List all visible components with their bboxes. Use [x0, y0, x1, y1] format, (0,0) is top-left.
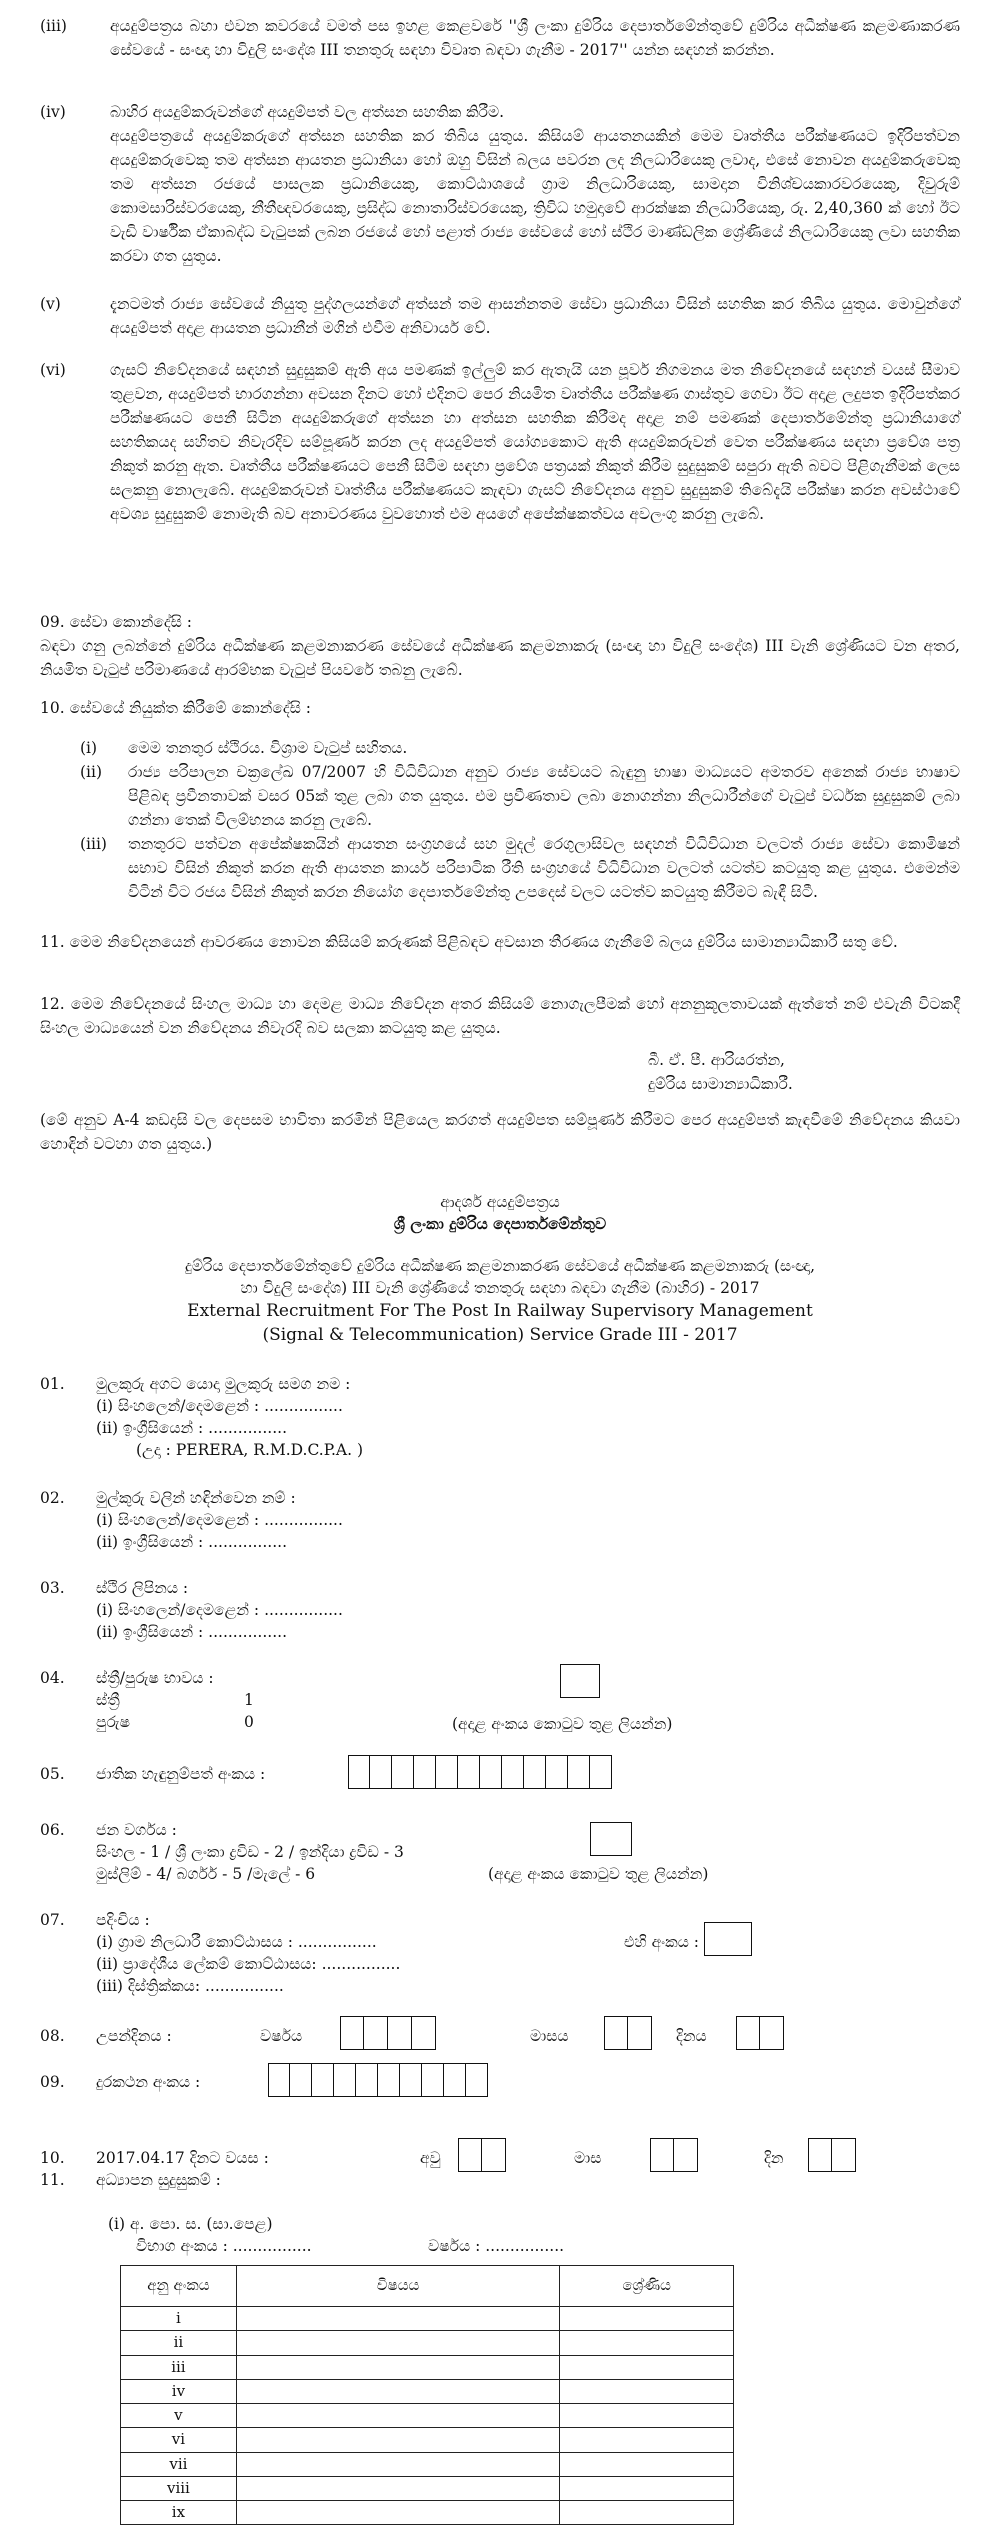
q09-number: 09.	[40, 2073, 65, 2091]
q05-number: 05.	[40, 1765, 65, 1783]
q11-index-field[interactable]: විභාග අංකය : ................	[136, 2237, 312, 2255]
q07-code-box[interactable]	[704, 1922, 752, 1956]
row-number: vii	[121, 2452, 237, 2476]
q06-number: 06.	[40, 1821, 65, 1839]
grade-cell[interactable]	[560, 2355, 734, 2379]
q04-gender-box[interactable]	[560, 1664, 600, 1698]
subject-cell[interactable]	[236, 2428, 559, 2452]
section-10-item-3-number: (iii)	[80, 835, 107, 853]
q03-number: 03.	[40, 1579, 65, 1597]
section-09-text: බඳවා ගනු ලබන්නේ දුම්රිය අධීක්ෂණ කළමනාකරණ සේවයේ අධීක්ෂණ කළමනාකරු (සංඥා හා විදුලි සංදේශ) III වැනි ශ්‍රේණියට වන අතර, නියමිත වැටුප් පරිමාණයේ ආරම්භක වැටුප් පියවරේ තබනු ලැබේ.	[40, 637, 960, 680]
q10-years-label: අවු	[420, 2149, 441, 2167]
section-10-title: 10. සේවයේ නියුක්ත කිරීමේ කොන්දේසි :	[40, 699, 312, 717]
section-10-item-2-text: රාජ්‍ය පරිපාලන චක්‍රලේඛ 07/2007 හි විධිවිධාන අනුව රාජ්‍ය සේවයට බැඳුනු භාෂා මාධ්‍යයට අමතරව අනෙක් රාජ්‍ය භාෂාව පිළිබඳ ප්‍රවීනතාවක් වසර 05ක් තුළ ලබා ගත යුතුය. එම ප්‍රවීණතාව ලබා නොගන්නා නිලධාරීන්ගේ වැටුප් වර්ධක සුදුසුකම් ලබා ගන්නා තෙක් විලම්භනය කරනු ලැබේ.	[128, 763, 960, 830]
q10-number: 10.	[40, 2149, 65, 2167]
q06-ethnicity-box[interactable]	[590, 1822, 632, 1856]
table-row	[121, 2307, 734, 2331]
q09-label: දුරකථන අංකය :	[96, 2073, 201, 2091]
q01-example: (උදා : PERERA, R.M.D.C.P.A. )	[136, 1441, 364, 1459]
q06-options-line1: සිංහල - 1 / ශ්‍රී ලංකා ද්‍රවිඩ - 2 / ඉන්දියා ද්‍රවිඩ - 3	[96, 1843, 404, 1861]
table-row	[121, 2331, 734, 2355]
row-number: v	[121, 2404, 237, 2428]
table-row	[121, 2452, 734, 2476]
q10-label: 2017.04.17 දිනට වයස :	[96, 2149, 269, 2167]
para-iv-text: අයදුම්පත්‍රයේ අයදුම්කරුගේ අත්සන සහතික කර තිබිය යුතුය. කිසියම් ආයතනයකින් මෙම වෘත්තීය පරීක්ෂණයට ඉදිරිපත්වන අයදුම්කරුවෙකු තම අත්සන ආයතන ප්‍රධානියා හෝ ඔහු විසින් බලය පවරන ලද නිලධාරියෙකු ලවාද, එසේ නොවන අයදුම්කරුවෙකු තම අත්සන රජයේ පාසලක ප්‍රධානියෙකු, කොට්ඨාශයේ ග්‍රාම නිලධාරියෙකු, සාමදාන විනිශ්චයකාරවරයෙකු, දිවුරුම් කොමසාරිස්වරයෙකු, නීතීඥවරයෙකු, ප්‍රසිද්ධ නොතාරිස්වරයෙකු, ත්‍රිවිධ හමුදාවේ ආරක්ෂක නිලධාරියෙකු, රු. 2,40,360 ක් හෝ ඊට වැඩි වාර්ෂික ඒකාබද්ධ වැටුපක් ලබන රජයේ හෝ පළාත් රාජ්‍ය සේවයේ හෝ ස්ථිර මාණ්ඩලික ශ්‍රේණියේ නිලධාරියෙකු ලවා සහතික කරවා ගත යුතුය.	[110, 127, 960, 266]
results-table-header	[121, 2266, 734, 2307]
signature-name: බී. ඒ. පී. ආරියරත්න,	[648, 1051, 785, 1069]
subject-cell[interactable]	[236, 2331, 559, 2355]
q05-nic-boxes[interactable]	[348, 1755, 612, 1789]
row-number: ii	[121, 2331, 237, 2355]
subject-cell[interactable]	[236, 2476, 559, 2500]
q04-label: ස්ත්‍රී/පුරුෂ භාවය :	[96, 1669, 214, 1687]
q11-year-field[interactable]: වර්ෂය : ................	[428, 2237, 565, 2255]
q07-district-field[interactable]: (iii) දිස්ත්‍රික්කය: ................	[96, 1977, 284, 1995]
row-number: vi	[121, 2428, 237, 2452]
grade-cell[interactable]	[560, 2476, 734, 2500]
grade-cell[interactable]	[560, 2379, 734, 2403]
subject-cell[interactable]	[236, 2307, 559, 2331]
q11-label: අධ්‍යාපන සුදුසුකම් :	[96, 2171, 221, 2189]
para-iii-number: (iii)	[40, 17, 67, 35]
q08-month-label: මාසය	[530, 2027, 569, 2045]
row-number: iv	[121, 2379, 237, 2403]
signature-title: දුම්රිය සාමාන්‍යාධිකාරී.	[648, 1075, 793, 1093]
para-iii-text: අයදුම්පත්‍රය බහා එවන කවරයේ වමත් පස ඉහළ කෙළවරේ ''ශ්‍රී ලංකා දුම්රිය දෙපාර්තමේන්තුවේ දුම්රිය අධීක්ෂණ කළමණාකරණ සේවයේ - සංඥා හා විදුලි සංදේශ III තනතුරු සඳහා විවෘත බඳවා ගැනීම - 2017'' යන්න සඳහන් කරන්න.	[110, 17, 960, 60]
q04-female-label: ස්ත්‍රී	[96, 1691, 120, 1709]
q01-label: මුලකුරු අගට යොදා මුලකුරු සමග නම :	[96, 1375, 351, 1393]
subject-cell[interactable]	[236, 2404, 559, 2428]
row-number: iii	[121, 2355, 237, 2379]
grade-cell[interactable]	[560, 2428, 734, 2452]
subject-cell[interactable]	[236, 2452, 559, 2476]
q07-label: පදිංචිය :	[96, 1911, 150, 1929]
q08-day-boxes[interactable]	[736, 2016, 784, 2050]
grade-cell[interactable]	[560, 2404, 734, 2428]
para-vi-number: (vi)	[40, 361, 66, 379]
table-row	[121, 2476, 734, 2500]
instruction-note: (මේ අනුව A-4 කඩදාසි වල දෙපසම භාවිතා කරමින් පිළියෙල කරගත් අයදුම්පත සම්පූර්ණ කිරීමට පෙර අයදුම්පත් කැඳවීමේ නිවේදනය කියවා හොඳින් වටහා ගත යුතුය.)	[40, 1111, 960, 1154]
q03-label: ස්ථිර ලිපිනය :	[96, 1579, 189, 1597]
results-table	[120, 2265, 734, 2525]
q05-label: ජාතික හැඳුනුම්පත් අංකය :	[96, 1765, 266, 1783]
table-row	[121, 2379, 734, 2403]
row-number: i	[121, 2307, 237, 2331]
q03-english-field[interactable]: (ii) ඉංග්‍රීසියෙන් : ................	[96, 1623, 287, 1641]
form-title-sinhala-1: දුම්රිය දෙපාර්තමේන්තුවේ දුම්රිය අධීක්ෂණ කළමනාකරණ සේවයේ අධීක්ෂණ කළමනාකරු (සංඥා,	[184, 1257, 816, 1275]
q10-months-label: මාස	[574, 2149, 602, 2167]
header-subject: විෂයය	[236, 2266, 559, 2307]
q07-ds-division-field[interactable]: (ii) ප්‍රාදේශීය ලේකම් කොට්ඨාසය: ................	[96, 1955, 401, 1973]
para-vi-text: ගැසට් නිවේදනයේ සඳහන් සුදුසුකම් ඇති අය පමණක් ඉල්ලුම් කර ඇතැයි යන පූර්ව නිගමනය මත නිවේදනයේ සඳහන් වයස් සීමාව තුළවන, අයදුම්පත් භාරගන්නා අවසන දිනට හෝ එදිනට පෙර නියමිත වෘත්තීය පරීක්ෂණ ගාස්තුව ගෙවා ඊට අදාළ ලදුපත ඉදිරිපත්කර පරීක්ෂණයට පෙනී සිටින අයදුම්කරුගේ අත්සන හා අත්සන සහතික කිරීමද අදාළ නම් පමණක් දෙපාර්තමේන්තු ප්‍රධානියාගේ සහතිකයද සහිතව නිවැරදිව සම්පූර්ණ කරන ලද අයදුම්පත් යෝග්‍යකොට ඇති අයදුම්කරුවන් වෙත පරීක්ෂණය සඳහා ප්‍රවේශ පත්‍ර නිකුත් කරනු ඇත. වෘත්තීය පරීක්ෂණයට පෙනී සිටීම සඳහා ප්‍රවේශ පත්‍රයක් නිකුත් කිරීම සුදුසුකම් සපුරා ඇති බවට පිළිගැනීමක් ලෙස සලකනු නොලැබේ. අයදුම්කරුවන් වෘත්තීය පරීක්ෂණයට කැඳවා ගැසට් නිවේදනය අනුව සුදුසුකම් තිබේදැයි පරීක්ෂා කරන අවස්ථාවේ අවශ්‍ය සුදුසුකම් නොමැති බව අනාවරණය වුවහොත් එම අයගේ අපේක්ෂකත්වය අවලංගු කරනු ලැබේ.	[110, 361, 960, 524]
q11-ol-label: (i) අ. පො. ස. (සා.පෙළ)	[108, 2215, 273, 2233]
q02-english-field[interactable]: (ii) ඉංග්‍රීසියෙන් : ................	[96, 1533, 287, 1551]
q06-hint: (අදාළ අංකය කොටුව තුළ ලියන්න)	[488, 1865, 709, 1883]
q07-code-label: එහි අංකය :	[624, 1933, 699, 1951]
q02-number: 02.	[40, 1489, 65, 1507]
section-09-title: 09. සේවා කොන්දේසි :	[40, 613, 193, 631]
form-title-english-1: External Recruitment For The Post In Railway Supervisory Management	[187, 1301, 813, 1321]
q01-sinhala-field[interactable]: (i) සිංහලෙන්/දෙමළෙන් : ................	[96, 1397, 343, 1415]
q08-day-label: දිනය	[676, 2027, 707, 2045]
row-number: viii	[121, 2476, 237, 2500]
q08-number: 08.	[40, 2027, 65, 2045]
q04-male-code: 0	[244, 1713, 254, 1731]
q11-number: 11.	[40, 2171, 65, 2189]
q02-label: මුල්කුරු වලින් හඳින්වෙන නම් :	[96, 1489, 296, 1507]
q08-month-boxes[interactable]	[604, 2016, 652, 2050]
q07-number: 07.	[40, 1911, 65, 1929]
subject-cell[interactable]	[236, 2501, 559, 2525]
section-10-item-3-text: තනතුරට පත්වන අපේක්ෂකයින් ආයතන සංග්‍රහයේ සහ මුදල් රෙගුලාසිවල සඳහන් විධිවිධාන වලටත් රාජ්‍ය සේවා කොමිෂන් සභාව විසින් නිකුත් කරන ඇති ආයතන කාර්ය පරිපාටික රීති සංග්‍රහයේ විධිවිධාන වලටත් යටත්ව කටයුතු කළ යුතුය. එමෙන්ම විටින් විට රජය විසින් නිකුත් කරන නියෝග දෙපාර්තමේන්තු උපදෙස් වලට යටත්ව කටයුතු කිරීමට බැඳී සිටී.	[128, 835, 960, 902]
row-number: ix	[121, 2501, 237, 2525]
form-title-sinhala-2: හා විදුලි සංදේශ) III වැනි ශ්‍රේණියේ තනතුරු සඳහා බඳවා ගැනීම (බාහිර) - 2017	[240, 1279, 760, 1297]
q08-year-boxes[interactable]	[340, 2016, 436, 2050]
para-iv-number: (iv)	[40, 103, 66, 121]
q10-days-boxes[interactable]	[808, 2138, 856, 2172]
subject-cell[interactable]	[236, 2379, 559, 2403]
grade-cell[interactable]	[560, 2501, 734, 2525]
table-row	[121, 2355, 734, 2379]
q07-gn-division-field[interactable]: (i) ග්‍රාම නිලධාරී කොට්ඨාසය : ................	[96, 1933, 377, 1951]
para-iv-title: බාහිර අයදුම්කරුවන්ගේ අයදුම්පත් වල අත්සන සහතික කිරීම.	[110, 103, 505, 121]
q02-sinhala-field[interactable]: (i) සිංහලෙන්/දෙමළෙන් : ................	[96, 1511, 343, 1529]
subject-cell[interactable]	[236, 2355, 559, 2379]
section-10-item-1-number: (i)	[80, 739, 98, 757]
q06-options-line2: මුස්ලිම් - 4/ බර්ගර් - 5 /මැලේ - 6	[96, 1865, 316, 1883]
section-10-item-2-number: (ii)	[80, 763, 103, 781]
q08-label: උපන්දිනය :	[96, 2027, 172, 2045]
section-11-text: 11. මෙම නිවේදනයෙන් ආවරණය නොවන කිසියම් කරුණක් පිළිබඳව අවසාන තීරණය ගැනීමේ බලය දුම්රිය සාමාන්‍යාධිකාරී සතු වේ.	[40, 933, 898, 951]
table-row	[121, 2501, 734, 2525]
q04-hint: (අදාළ අංකය කොටුව තුළ ලියන්න)	[452, 1715, 673, 1733]
q04-female-code: 1	[244, 1691, 254, 1709]
section-10-item-1-text: මෙම තනතුර ස්ථිරය. විශ්‍රාම වැටුප් සහිතය.	[128, 739, 408, 757]
q06-label: ජන වර්ගය :	[96, 1821, 177, 1839]
q01-number: 01.	[40, 1375, 65, 1393]
grade-cell[interactable]	[560, 2452, 734, 2476]
q04-number: 04.	[40, 1669, 65, 1687]
q01-english-field[interactable]: (ii) ඉංග්‍රීසියෙන් : ................	[96, 1419, 287, 1437]
header-grade: ශ්‍රේණිය	[560, 2266, 734, 2307]
q08-year-label: වර්ෂය	[260, 2027, 303, 2045]
header-serial-no: අනු අංකය	[121, 2266, 237, 2307]
table-row	[121, 2404, 734, 2428]
table-row	[121, 2428, 734, 2452]
grade-cell[interactable]	[560, 2307, 734, 2331]
q04-male-label: පුරුෂ	[96, 1713, 130, 1731]
form-header-department: ශ්‍රී ලංකා දුම්රිය දෙපාර්තමේන්තුව	[393, 1214, 607, 1233]
q10-days-label: දින	[764, 2149, 784, 2167]
para-v-text: දැනටමත් රාජ්‍ය සේවයේ නියුතු පුද්ගලයන්ගේ අත්සන් තම ආසන්නතම සේවා ප්‍රධානියා විසින් සහතික කර තිබිය යුතුය. මොවුන්ගේ අයදුම්පත් අදාළ ආයතන ප්‍රධානීන් මගින් එවීම අනිවාර්ය වේ.	[110, 295, 960, 338]
q10-months-boxes[interactable]	[650, 2138, 698, 2172]
form-header-model: ආදර්ශ අයදුම්පත්‍රය	[440, 1193, 560, 1211]
section-12-text: 12. මෙම නිවේදනයේ සිංහල මාධ්‍ය හා දෙමළ මාධ්‍ය නිවේදන අතර කිසියම් නොගැලපීමක් හෝ අනනුකූලතාවයක් ඇත්තේ නම් එවැනි විටකදී සිංහල මාධ්‍යයෙන් වන නිවේදනය නිවැරදි බව සලකා කටයුතු කළ යුතුය.	[40, 995, 960, 1038]
para-v-number: (v)	[40, 295, 61, 313]
q09-phone-boxes[interactable]	[268, 2063, 488, 2097]
q03-sinhala-field[interactable]: (i) සිංහලෙන්/දෙමළෙන් : ................	[96, 1601, 343, 1619]
form-title-english-2: (Signal & Telecommunication) Service Grade III - 2017	[262, 1325, 738, 1345]
q10-years-boxes[interactable]	[458, 2138, 506, 2172]
grade-cell[interactable]	[560, 2331, 734, 2355]
